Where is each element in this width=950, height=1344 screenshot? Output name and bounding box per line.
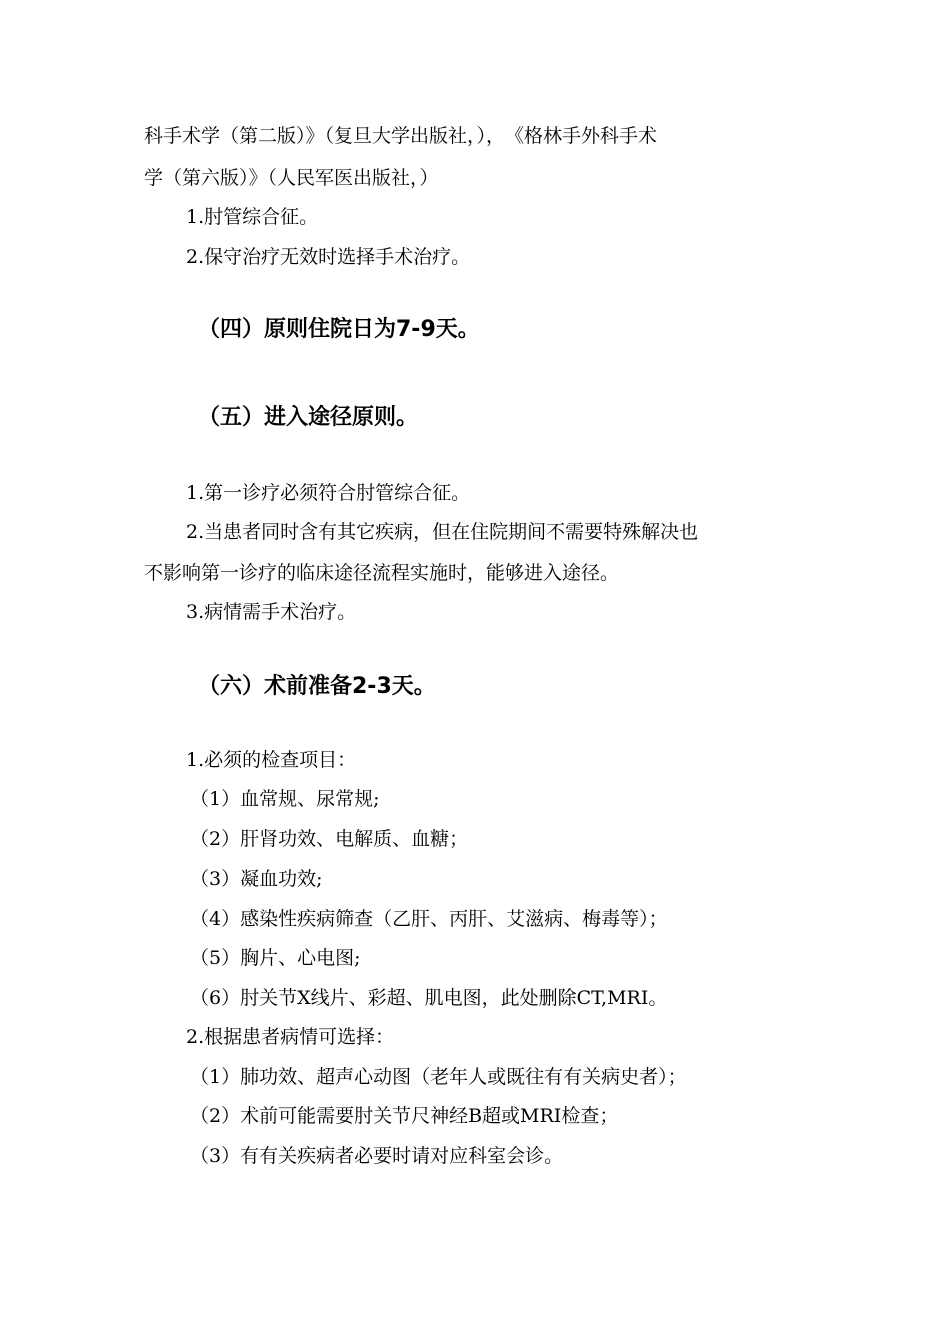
sub-list-item: （6）肘关节X线片、彩超、肌电图，此处删除CT,MRI。: [190, 987, 668, 1009]
section-heading-5: （五）进入途径原则。: [198, 405, 419, 430]
list-item: 1.必须的检查项目：: [186, 749, 357, 771]
list-item: 2.当患者同时含有其它疾病，但在住院期间不需要特殊解决也: [186, 521, 699, 543]
sub-list-item: （3）有有关疾病者必要时请对应科室会诊。: [190, 1145, 564, 1167]
sub-list-item: （1）肺功效、超声心动图（老年人或既往有有关病史者）；: [190, 1066, 687, 1088]
sub-list-item: （3）凝血功效;: [190, 868, 323, 890]
sub-list-item: （5）胸片、心电图;: [190, 947, 361, 969]
sub-list-item: （2）术前可能需要肘关节尺神经B超或MRI检查；: [190, 1105, 619, 1127]
list-item: 1.肘管综合征。: [186, 206, 319, 228]
list-item: 1.第一诊疗必须符合肘管综合征。: [186, 482, 471, 504]
section-heading-4: （四）原则住院日为7-9天。: [198, 317, 480, 342]
section-heading-6: （六）术前准备2-3天。: [198, 674, 436, 699]
paragraph-line: 不影响第一诊疗的临床途径流程实施时，能够进入途径。: [144, 562, 620, 584]
paragraph-line: 学（第六版）》（人民军医出版社，）: [144, 167, 439, 189]
list-item: 2.根据患者病情可选择：: [186, 1026, 395, 1048]
list-item: 3.病情需手术治疗。: [186, 601, 357, 623]
paragraph-line: 科手术学（第二版）》（复旦大学出版社，）， 《格林手外科手术: [144, 125, 658, 147]
sub-list-item: （4）感染性疾病筛查（乙肝、丙肝、艾滋病、梅毒等）；: [190, 908, 668, 930]
sub-list-item: （2）肝肾功效、电解质、血糖；: [190, 828, 469, 850]
list-item: 2.保守治疗无效时选择手术治疗。: [186, 246, 471, 268]
sub-list-item: （1）血常规、尿常规;: [190, 788, 380, 810]
